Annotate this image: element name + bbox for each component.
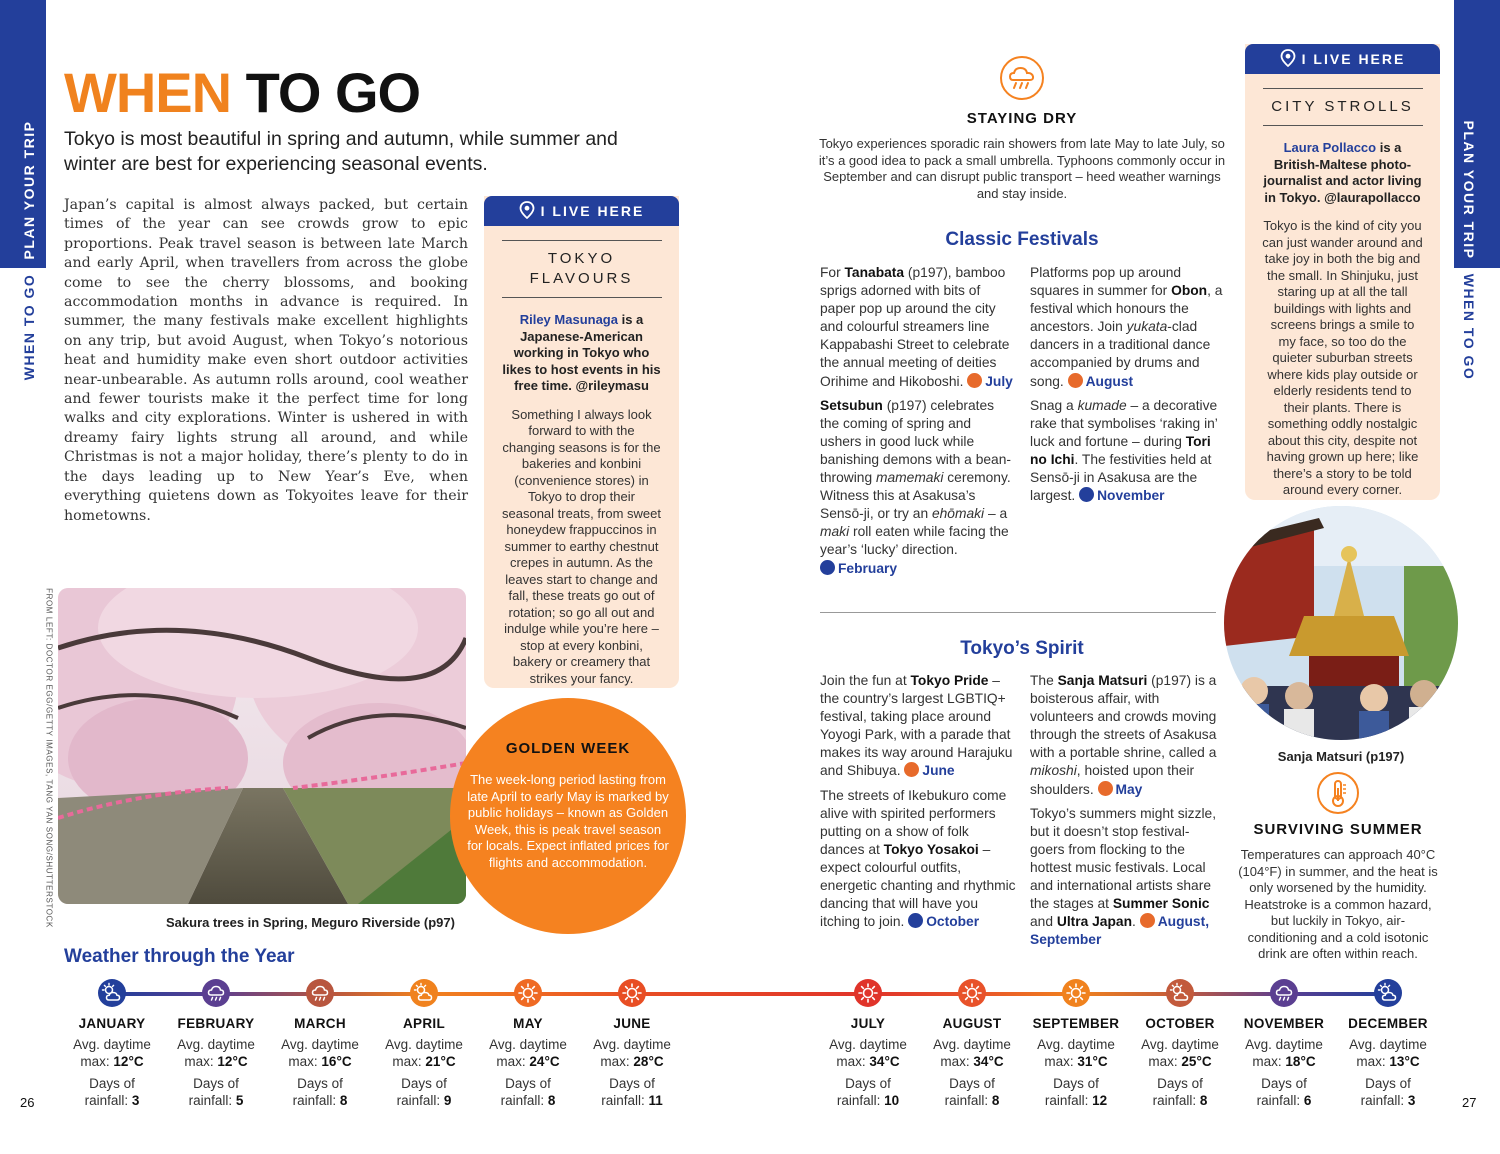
sun-icon bbox=[514, 979, 542, 1007]
live-here-box-city-strolls bbox=[1245, 44, 1440, 500]
classic-festivals-col2 bbox=[1030, 264, 1224, 511]
section-label-right: PLAN YOUR TRIP bbox=[1461, 120, 1477, 260]
sanja-matsuri-entry: The Sanja Matsuri (p197) is a boisterous affair, with volunteers and crowds moving through the streets of Asakusa with a portable shrine, called a mikoshi, hoisted upon their shoulders. May bbox=[1030, 673, 1217, 797]
tanabata-entry: For Tanabata (p197), bamboo sprigs adorned with bits of paper pop up around the city and colourful streamers line Kappabashi Street to celebrate the annual meeting of deities Orihime and Hikoboshi. July bbox=[820, 265, 1013, 389]
month-name: AUGUST bbox=[942, 1016, 1002, 1031]
box-title: CITY STROLLS bbox=[1271, 98, 1414, 115]
month-name: JANUARY bbox=[78, 1016, 146, 1031]
sun-icon bbox=[958, 979, 986, 1007]
tokyo-pride-entry: Join the fun at Tokyo Pride – the country’s largest LGBTIQ+ festival, taking place around Yoyogi Park, with a parade that makes its way around Harajuku and Shibuya. June bbox=[820, 673, 1013, 779]
rain-days: Days of rainfall: 3 bbox=[1360, 1076, 1416, 1108]
staying-dry-title: STAYING DRY bbox=[966, 110, 1078, 127]
author-bio bbox=[500, 312, 663, 395]
avg-temp: Avg. daytime max: 18°C bbox=[1245, 1037, 1323, 1069]
tokyo-spirit-col2 bbox=[1030, 672, 1224, 955]
avg-temp: Avg. daytime max: 31°C bbox=[1037, 1037, 1115, 1069]
cloud-icon bbox=[908, 913, 923, 928]
cloud-icon bbox=[820, 560, 835, 575]
location-pin-icon bbox=[1280, 49, 1296, 67]
sun-icon bbox=[1140, 913, 1155, 928]
intro-text: Tokyo is most beautiful in spring and autumn, while summer and winter are best for experiencing seasonal events. bbox=[64, 128, 618, 175]
tokyo-spirit-col1 bbox=[820, 672, 1016, 937]
cloud-sun-icon bbox=[410, 979, 438, 1007]
weather-month-december bbox=[1333, 1016, 1443, 1109]
surviving-summer-title: SURVIVING SUMMER bbox=[1253, 821, 1423, 838]
rain-days: Days of rainfall: 3 bbox=[84, 1076, 140, 1108]
avg-temp: Avg. daytime max: 25°C bbox=[1141, 1037, 1219, 1069]
author-name: Riley Masunaga bbox=[519, 312, 618, 327]
rain-days: Days of rainfall: 8 bbox=[944, 1076, 1000, 1108]
month-label: October bbox=[926, 914, 980, 930]
photo-sakura-meguro bbox=[58, 588, 466, 904]
month-label: May bbox=[1115, 781, 1143, 797]
avg-temp: Avg. daytime max: 13°C bbox=[1349, 1037, 1427, 1069]
quote-text: Tokyo is the kind of city you can just wander around and take joy in both the big and the small. In Shinjuku, just staring up at all the tall buildings with lights and screens brings a smile to my face, so too do the quieter suburban streets where kids play outside or elderly residents tend to their plants. There is something oddly nostalgic about this city, despite not having grown up here; like there’s a story to be told around every corner. bbox=[1262, 218, 1423, 497]
cloud-rain-icon bbox=[306, 979, 334, 1007]
month-name: OCTOBER bbox=[1145, 1016, 1215, 1031]
live-here-label: I LIVE HERE bbox=[1301, 51, 1406, 67]
rain-days: Days of rainfall: 5 bbox=[188, 1076, 244, 1108]
cloud-icon bbox=[1079, 487, 1094, 502]
month-name: NOVEMBER bbox=[1243, 1016, 1325, 1031]
cloud-rain-icon bbox=[202, 979, 230, 1007]
cloud-rain-icon bbox=[1270, 979, 1298, 1007]
author-name: Laura Pollacco bbox=[1283, 140, 1377, 155]
sun-icon bbox=[1062, 979, 1090, 1007]
avg-temp: Avg. daytime max: 21°C bbox=[385, 1037, 463, 1069]
month-label: June bbox=[922, 763, 955, 779]
classic-festivals-col1 bbox=[820, 264, 1016, 584]
timeline-line-right bbox=[868, 992, 1388, 996]
divider bbox=[1263, 88, 1423, 89]
photo-sanja-matsuri bbox=[1224, 506, 1458, 740]
weather-title: Weather through the Year bbox=[64, 946, 295, 967]
body-text: Japan’s capital is almost always packed, but certain times of the year can see crowds grow to epic proportions. Peak travel season is between late March and early April, when travellers from across the globe come to see the cherry blossoms, and booking accommodation months in advance is required. In summer, the many festivals make excellent highlights on any trip, but avoid August, when Tokyo’s notorious heat and humidity make even short outdoor activities near-unbearable. As autumn rolls around, cool weather and fewer tourists make it the perfect time for long walks and city explorations. Winter is ushered in with dreamy fairy lights strung all around, and while Christmas is not a major holiday, there’s plenty to do in the days leading up to New Year’s Eve, when everything quietens down as Tokyoites leave for their hometowns. bbox=[64, 197, 468, 524]
cloud-sun-icon bbox=[1166, 979, 1194, 1007]
tori-no-ichi-entry: Snag a kumade – a decorative rake that symbolises ‘raking in’ luck and fortune – during Tori no Ichi. The festivities held at Sensō-ji in Asakusa are the largest. November bbox=[1030, 397, 1218, 504]
surviving-summer-text: Temperatures can approach 40°C (104°F) in summer, and the heat is only worsened by the humidity. Heatstroke is a common hazard, but luckily in Tokyo, air-conditioning and a cold isotonic drink are often within reach. bbox=[1238, 847, 1438, 961]
avg-temp: Avg. daytime max: 34°C bbox=[933, 1037, 1011, 1069]
weather-month-september bbox=[1021, 1016, 1131, 1109]
festival-name-tori-no-ichi: Tori no Ichi bbox=[1030, 433, 1211, 467]
page-title-word1: WHEN bbox=[64, 61, 232, 124]
section-divider bbox=[820, 612, 1216, 613]
rain-days: Days of rainfall: 11 bbox=[601, 1076, 663, 1108]
rain-days: Days of rainfall: 12 bbox=[1044, 1076, 1108, 1108]
weather-month-january bbox=[57, 1016, 167, 1109]
sanja-photo-illustration bbox=[1224, 506, 1458, 740]
box-title-line2: FLAVOURS bbox=[529, 270, 634, 287]
page-title-word2: TO GO bbox=[245, 61, 421, 124]
live-here-label: I LIVE HERE bbox=[540, 203, 645, 219]
music-festivals-entry: Tokyo’s summers might sizzle, but it doesn’t stop festival-goers from flocking to the hottest music festivals. Local and international artists share the stages at Summer Sonic and Ultra Japan. August, September bbox=[1030, 805, 1217, 948]
month-name: MAY bbox=[513, 1016, 543, 1031]
golden-week-title: GOLDEN WEEK bbox=[505, 740, 631, 757]
sakura-photo-illustration bbox=[58, 588, 466, 904]
avg-temp: Avg. daytime max: 34°C bbox=[829, 1037, 907, 1069]
weather-month-february bbox=[161, 1016, 271, 1109]
festival-name-ultra-japan: Ultra Japan bbox=[1056, 914, 1133, 930]
festival-name-tokyo-yosakoi: Tokyo Yosakoi bbox=[883, 841, 979, 857]
page-title bbox=[64, 60, 420, 125]
page-number-right: 27 bbox=[1462, 1095, 1477, 1110]
month-name: SEPTEMBER bbox=[1032, 1016, 1120, 1031]
thermometer-icon bbox=[1317, 772, 1359, 814]
divider bbox=[502, 240, 662, 241]
avg-temp: Avg. daytime max: 24°C bbox=[489, 1037, 567, 1069]
staying-dry-text: Tokyo experiences sporadic rain showers from late May to late July, so it’s a good idea to pack a small umbrella. Typhoons commonly occur in September and can disrupt public transport – heed weather warnings and stay inside. bbox=[818, 136, 1226, 201]
weather-month-june bbox=[577, 1016, 687, 1109]
weather-month-may bbox=[473, 1016, 583, 1109]
golden-week-callout bbox=[450, 698, 686, 934]
sun-icon bbox=[904, 762, 919, 777]
weather-month-march bbox=[265, 1016, 375, 1109]
section-label-left: PLAN YOUR TRIP bbox=[21, 120, 37, 260]
month-name: APRIL bbox=[403, 1016, 445, 1031]
festival-name-setsubun: Setsubun bbox=[820, 397, 883, 413]
weather-month-july bbox=[813, 1016, 923, 1109]
quote-text: Something I always look forward to with the changing seasons is for the bakeries and konbini (convenience stores) in Tokyo to drop their seasonal treats, from sweet honeydew frappuccinos in summer to earthy chestnut crepes in autumn. As the leaves start to change and fall, these treats go out of rotation; so go all out and indulge while you’re here – stop at every konbini, bakery or creamery that strikes your fancy. bbox=[502, 406, 661, 686]
festival-name-sanja-matsuri: Sanja Matsuri bbox=[1057, 673, 1148, 688]
live-here-box-tokyo-flavours bbox=[484, 196, 679, 688]
location-pin-icon bbox=[519, 201, 535, 219]
month-label: August bbox=[1085, 373, 1134, 389]
month-label: August, September bbox=[1030, 914, 1210, 948]
cloud-sun-icon bbox=[98, 979, 126, 1007]
month-name: JUNE bbox=[613, 1016, 651, 1031]
chapter-label-right: WHEN TO GO bbox=[1461, 273, 1477, 381]
festival-name-tanabata: Tanabata bbox=[844, 265, 905, 280]
festival-name-obon: Obon bbox=[1171, 283, 1208, 299]
weather-month-august bbox=[917, 1016, 1027, 1109]
avg-temp: Avg. daytime max: 12°C bbox=[73, 1037, 151, 1069]
rain-days: Days of rainfall: 10 bbox=[836, 1076, 900, 1108]
live-here-header bbox=[484, 196, 679, 226]
avg-temp: Avg. daytime max: 12°C bbox=[177, 1037, 255, 1069]
festival-name-summer-sonic: Summer Sonic bbox=[1112, 896, 1210, 912]
chapter-label-left: WHEN TO GO bbox=[21, 273, 37, 381]
month-label: November bbox=[1097, 488, 1165, 504]
rain-days: Days of rainfall: 8 bbox=[500, 1076, 556, 1108]
month-name: DECEMBER bbox=[1348, 1016, 1428, 1031]
weather-month-november bbox=[1229, 1016, 1339, 1109]
tokyo-spirit-title: Tokyo’s Spirit bbox=[960, 638, 1084, 659]
photo-caption-sanja: Sanja Matsuri (p197) bbox=[1277, 749, 1405, 764]
classic-festivals-title: Classic Festivals bbox=[945, 229, 1099, 250]
tokyo-yosakoi-entry: The streets of Ikebukuro come alive with spirited performers putting on a show of folk dances at Tokyo Yosakoi – expect colourful outfits, energetic chanting and rhythmic dancing that will have you itching to join. October bbox=[820, 787, 1016, 930]
month-name: MARCH bbox=[294, 1016, 346, 1031]
obon-entry: Platforms pop up around squares in summer for Obon, a festival which honours the ancestors. Join yukata-clad dancers in a traditional dance accompanied by drums and song. August bbox=[1030, 265, 1223, 389]
rain-cloud-icon bbox=[1000, 56, 1044, 100]
live-here-header bbox=[1245, 44, 1440, 74]
golden-week-text: The week-long period lasting from late April to early May is marked by public holidays – known as Golden Week, this is peak travel season for locals. Expect inflated prices for flights and accommodation. bbox=[467, 772, 669, 870]
page-number-left: 26 bbox=[20, 1095, 35, 1110]
sun-icon bbox=[1098, 781, 1113, 796]
divider bbox=[502, 297, 662, 298]
divider bbox=[1263, 125, 1423, 126]
photo-credit: FROM LEFT: DOCTOR EGG/GETTY IMAGES, TANG YAN SONG/SHUTTERSTOCK bbox=[44, 588, 54, 928]
sun-icon bbox=[854, 979, 882, 1007]
month-label: February bbox=[838, 560, 898, 576]
month-label: July bbox=[985, 373, 1013, 389]
timeline-line-left bbox=[112, 992, 632, 996]
rain-days: Days of rainfall: 9 bbox=[396, 1076, 452, 1108]
author-bio-text: is a Japanese-American working in Tokyo who likes to host events in his free time. @rileymasu bbox=[502, 312, 661, 393]
month-name: JULY bbox=[850, 1016, 886, 1031]
box-title bbox=[484, 249, 679, 289]
timeline-line-mid bbox=[632, 992, 868, 996]
weather-month-october bbox=[1125, 1016, 1235, 1109]
month-name: FEBRUARY bbox=[177, 1016, 255, 1031]
box-title-line1: TOKYO bbox=[547, 250, 616, 267]
setsubun-entry: Setsubun (p197) celebrates the coming of spring and ushers in good luck while banishing demons with a bean-throwing mamemaki ceremony. Witness this at Asakusa’s Sensō-ji, or try an ehōmaki – a maki roll eaten while facing the year’s ‘lucky’ direction. February bbox=[820, 397, 1011, 576]
sun-icon bbox=[618, 979, 646, 1007]
rain-days: Days of rainfall: 6 bbox=[1256, 1076, 1312, 1108]
author-bio-text: is a British-Maltese photo-journalist and actor living in Tokyo. @laurapollacco bbox=[1263, 140, 1422, 205]
cloud-sun-icon bbox=[1374, 979, 1402, 1007]
rain-days: Days of rainfall: 8 bbox=[1152, 1076, 1208, 1108]
festival-name-tokyo-pride: Tokyo Pride bbox=[910, 673, 989, 688]
avg-temp: Avg. daytime max: 28°C bbox=[593, 1037, 671, 1069]
avg-temp: Avg. daytime max: 16°C bbox=[281, 1037, 359, 1069]
weather-month-april bbox=[369, 1016, 479, 1109]
sun-icon bbox=[1068, 373, 1083, 388]
rain-days: Days of rainfall: 8 bbox=[292, 1076, 348, 1108]
author-bio bbox=[1261, 140, 1424, 206]
photo-caption-sakura: Sakura trees in Spring, Meguro Riverside (p97) bbox=[166, 915, 455, 930]
sun-icon bbox=[967, 373, 982, 388]
